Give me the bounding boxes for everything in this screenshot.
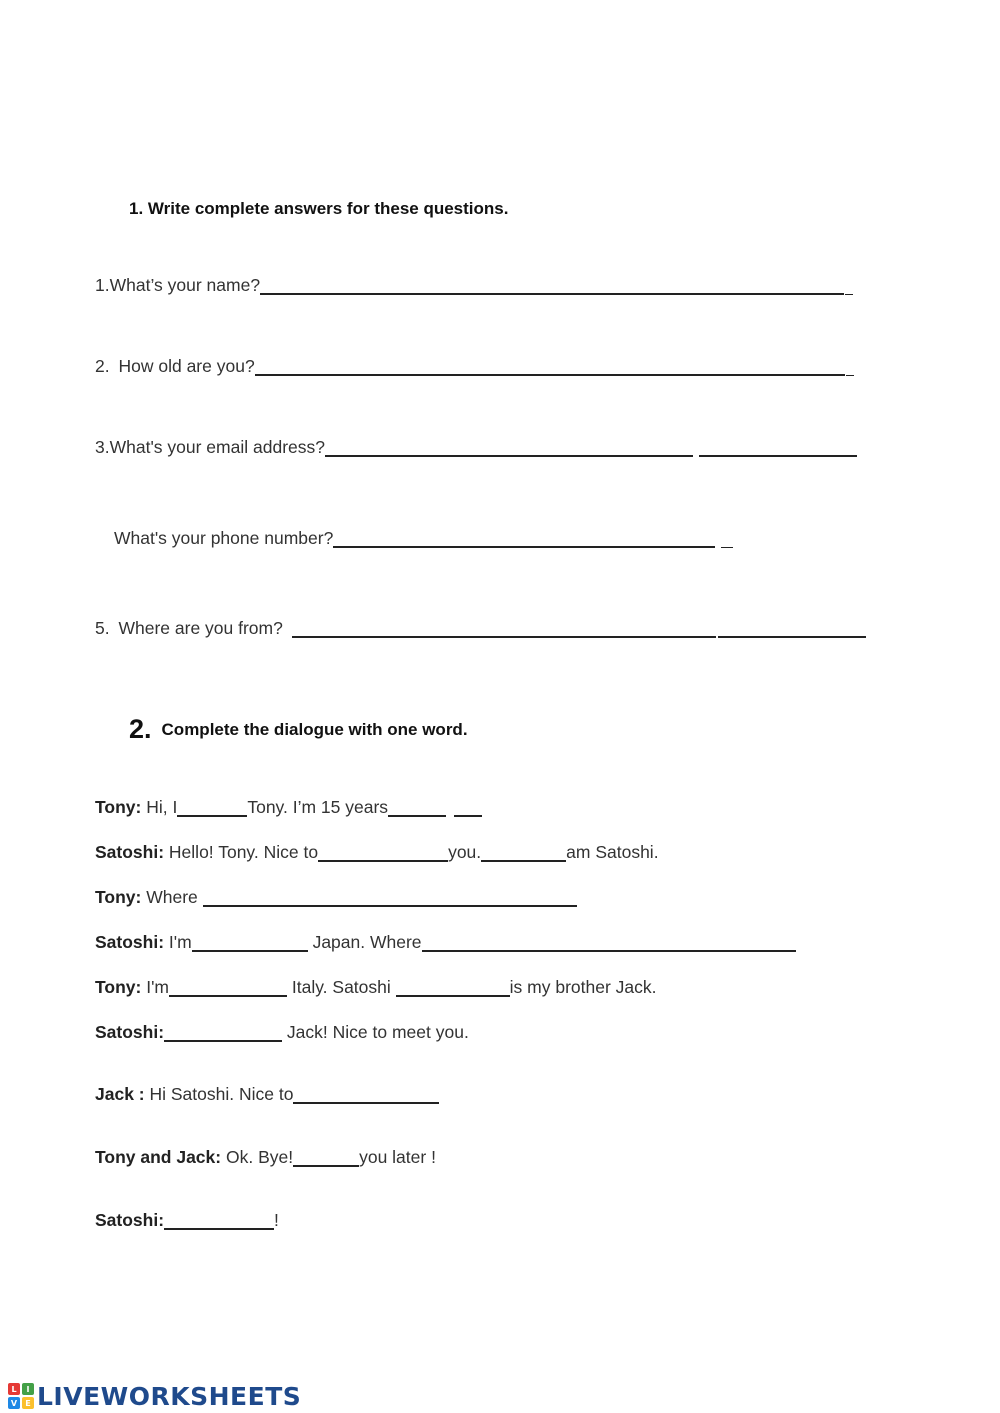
dialogue-blank[interactable] <box>388 797 446 817</box>
section2-title: Complete the dialogue with one word. <box>161 720 468 739</box>
liveworksheets-logo[interactable] <box>8 1379 301 1413</box>
dialogue-blank[interactable] <box>396 977 510 997</box>
dialogue-text: Hi, I <box>146 797 178 817</box>
dialogue-text: I'm <box>146 977 169 997</box>
answer-blank-email[interactable] <box>325 437 693 457</box>
svg-text:I: I <box>26 1385 30 1394</box>
speaker-label: Satoshi: <box>95 842 165 862</box>
dialogue-blank[interactable] <box>177 797 247 817</box>
dialogue-text: Where <box>146 887 198 907</box>
question-5 <box>95 618 866 639</box>
answer-blank-tail <box>721 529 733 548</box>
svg-text:V: V <box>10 1399 18 1408</box>
dialogue-text: is my brother Jack. <box>509 977 657 997</box>
logo-grid-icon <box>8 1383 34 1409</box>
speaker-label: Satoshi: <box>95 1022 165 1042</box>
logo-text: LIVEWORKSHEETS <box>37 1381 302 1411</box>
dialogue-text: you. <box>448 842 482 862</box>
svg-text:E: E <box>25 1399 31 1408</box>
dialogue-line <box>95 1084 439 1105</box>
dialogue-text: Tony. I’m 15 years <box>247 797 389 817</box>
dialogue-text: Ok. Bye! <box>225 1147 294 1167</box>
speaker-label: Tony: <box>95 977 142 997</box>
answer-blank-age[interactable] <box>255 356 845 376</box>
dialogue-blank[interactable] <box>203 887 577 907</box>
answer-blank-name[interactable] <box>260 275 844 295</box>
answer-blank-origin-2[interactable] <box>718 618 866 638</box>
speaker-label: Tony: <box>95 887 142 907</box>
dialogue-text: am Satoshi. <box>566 842 659 862</box>
section2-heading <box>129 714 468 745</box>
question-text: What's your email address? <box>109 437 325 457</box>
question-1 <box>95 275 853 296</box>
question-text: Where are you from? <box>118 618 283 638</box>
question-text: What’s your name? <box>109 275 261 295</box>
dialogue-blank[interactable] <box>164 1210 274 1230</box>
speaker-label: Jack : <box>95 1084 145 1104</box>
question-2 <box>95 356 854 377</box>
dialogue-blank[interactable] <box>192 932 308 952</box>
dialogue-text: Hi Satoshi. Nice to <box>149 1084 294 1104</box>
speaker-label: Satoshi: <box>95 932 165 952</box>
question-text: How old are you? <box>118 356 255 376</box>
svg-text:L: L <box>11 1385 17 1394</box>
dialogue-blank[interactable] <box>293 1084 439 1104</box>
dialogue-line <box>95 887 577 908</box>
dialogue-blank[interactable] <box>293 1147 359 1167</box>
dialogue-blank[interactable] <box>318 842 448 862</box>
question-3 <box>95 437 857 458</box>
answer-blank-tail <box>845 276 853 295</box>
question-number: 1. <box>95 275 110 295</box>
dialogue-line <box>95 842 659 863</box>
dialogue-line <box>95 797 482 818</box>
dialogue-text: Hello! Tony. Nice to <box>168 842 319 862</box>
dialogue-text: Italy. Satoshi <box>291 977 391 997</box>
dialogue-line <box>95 1210 279 1231</box>
answer-blank-phone[interactable] <box>333 528 715 548</box>
answer-blank-origin[interactable] <box>292 618 716 638</box>
dialogue-line <box>95 977 657 998</box>
answer-blank-tail <box>846 357 854 376</box>
dialogue-text: Japan. Where <box>312 932 422 952</box>
dialogue-line <box>95 1022 469 1043</box>
section1-heading: 1. Write complete answers for these questions. <box>129 199 509 218</box>
dialogue-blank[interactable] <box>164 1022 282 1042</box>
dialogue-blank[interactable] <box>169 977 287 997</box>
speaker-label: Satoshi: <box>95 1210 165 1230</box>
question-number: 2. <box>95 356 110 376</box>
dialogue-blank[interactable] <box>481 842 566 862</box>
dialogue-text: you later ! <box>359 1147 436 1167</box>
section2-number: 2. <box>129 714 152 744</box>
question-number: 5. <box>95 618 110 638</box>
question-4 <box>114 528 733 549</box>
answer-blank-email-2[interactable] <box>699 437 857 457</box>
question-text: What's your phone number? <box>114 528 334 548</box>
speaker-label: Tony: <box>95 797 142 817</box>
dialogue-blank[interactable] <box>454 797 482 817</box>
dialogue-blank[interactable] <box>422 932 796 952</box>
dialogue-text: ! <box>274 1210 279 1230</box>
question-number: 3. <box>95 437 110 457</box>
dialogue-text: I'm <box>168 932 192 952</box>
speaker-label: Tony and Jack: <box>95 1147 222 1167</box>
dialogue-text: Jack! Nice to meet you. <box>286 1022 469 1042</box>
dialogue-line <box>95 932 796 953</box>
dialogue-line <box>95 1147 436 1168</box>
